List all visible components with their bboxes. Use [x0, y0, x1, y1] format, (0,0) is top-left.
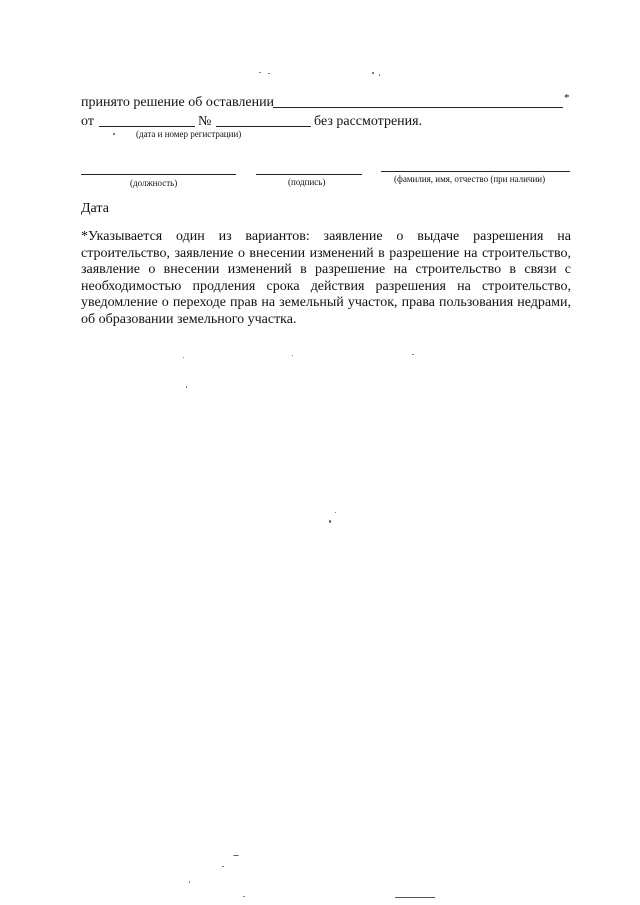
scan-speck — [329, 520, 331, 523]
scan-speck — [395, 897, 435, 898]
name-caption: (фамилия, имя, отчество (при наличии) — [394, 174, 546, 184]
scan-speck — [222, 866, 224, 867]
scan-speck — [183, 357, 184, 358]
footnote-paragraph: *Указывается один из вариантов: заявление о выдаче разрешения на строительство, заявление о внесении изменений в разрешение на строительство, заявление о внесении изменений в разрешение на строительство в связи с необходимостью продления срока действия разрешения на строительство, уведомление о переходе прав на земельный участок, права пользования недрами, об образовании земельного участка. — [81, 229, 571, 327]
scan-speck — [233, 855, 239, 856]
scan-speck — [186, 386, 187, 388]
date-label: Дата — [81, 201, 109, 216]
decision-text: принято решение об оставлении — [81, 95, 275, 110]
position-caption: (должность) — [130, 178, 178, 188]
scan-speck — [189, 881, 190, 883]
scan-speck — [268, 73, 270, 74]
name-line — [381, 171, 570, 172]
signature-caption: (подпись) — [288, 177, 326, 187]
scan-speck — [335, 512, 336, 513]
scan-speck — [292, 355, 293, 356]
scan-speck — [372, 72, 374, 74]
decision-blank-line — [273, 107, 563, 108]
number-sign: № — [198, 114, 212, 129]
scan-speck — [113, 133, 115, 135]
date-blank-line — [99, 126, 195, 127]
scan-speck — [412, 354, 414, 355]
signature-line — [256, 174, 362, 175]
date-reg-caption: (дата и номер регистрации) — [136, 129, 242, 139]
scan-speck — [259, 72, 261, 73]
scan-speck — [379, 74, 380, 76]
position-line — [81, 174, 236, 175]
without-consideration-text: без рассмотрения. — [314, 114, 423, 129]
footnote-asterisk: * — [564, 92, 570, 104]
number-blank-line — [216, 126, 311, 127]
scan-speck — [243, 896, 245, 897]
ot-label: от — [81, 114, 94, 129]
